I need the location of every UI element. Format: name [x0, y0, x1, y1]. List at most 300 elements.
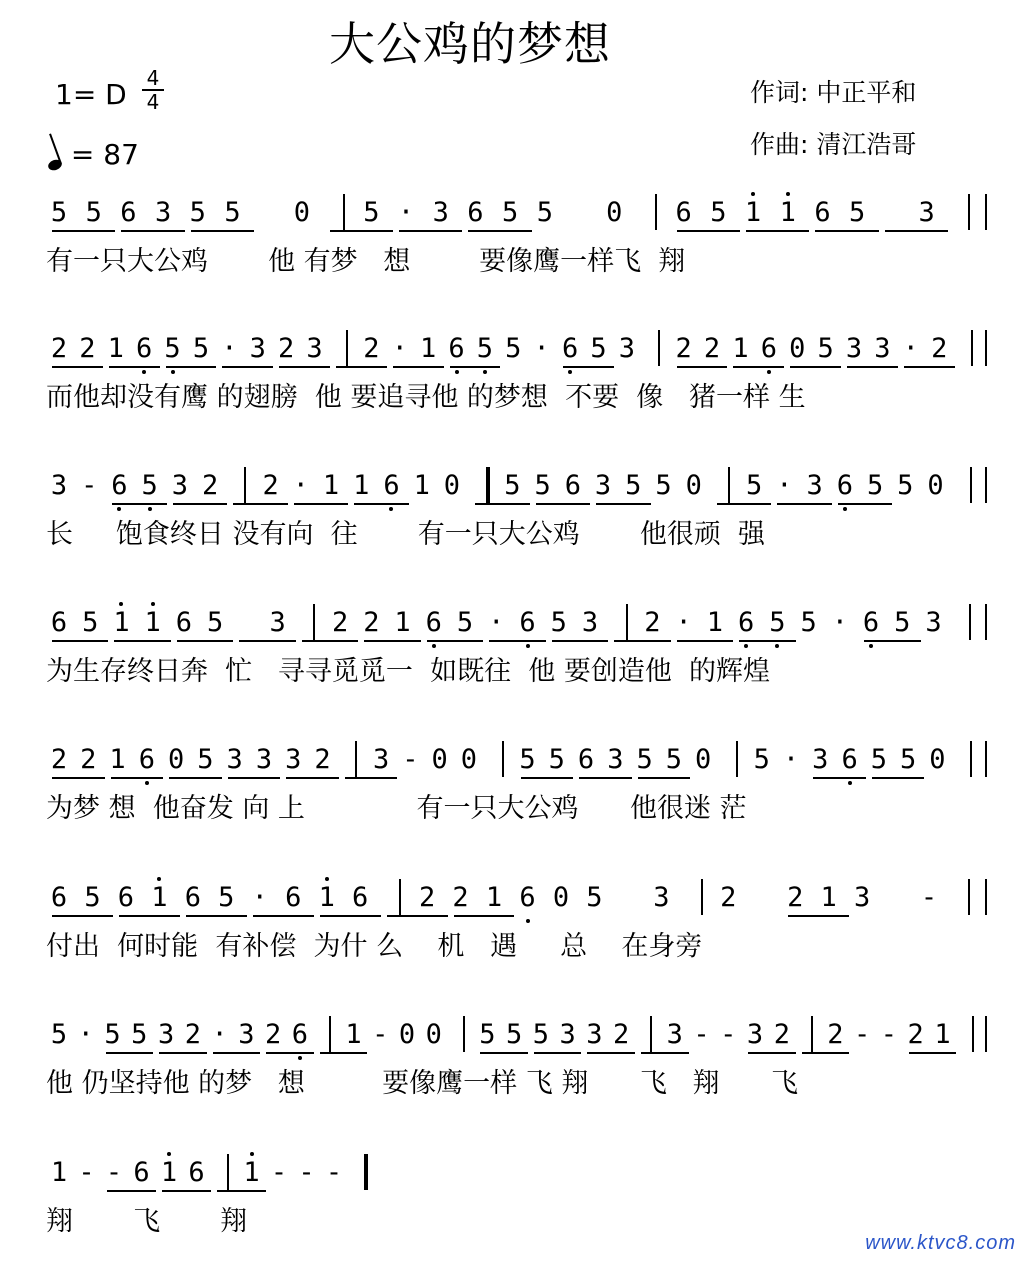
lyric-line: 为梦 想 他奋发 向 上 有一只大公鸡 他很迷 茫	[46, 793, 747, 824]
note: 5	[85, 197, 102, 228]
beam-underline	[563, 366, 614, 368]
note: 2	[201, 470, 219, 501]
note: 1	[50, 1157, 68, 1188]
note: 1	[732, 333, 749, 364]
upper-octave-dot	[119, 602, 123, 606]
beam-underline	[427, 640, 483, 642]
note: 2	[907, 1019, 924, 1050]
beam-underline	[790, 366, 841, 368]
augmentation-dot: ·	[397, 197, 415, 228]
note: 1	[706, 607, 724, 638]
note: 3	[306, 333, 323, 364]
lower-octave-dot	[171, 370, 175, 374]
beam-underline	[885, 230, 948, 232]
barline	[736, 741, 738, 777]
beam-underline	[279, 366, 330, 368]
note-dash: -	[325, 1157, 343, 1188]
score-system-2	[0, 326, 1024, 456]
system-end-barline	[985, 194, 987, 230]
beam-underline	[596, 503, 650, 505]
beam-underline	[233, 503, 287, 505]
key-signature: 1= D	[55, 78, 127, 111]
beam-underline	[159, 1052, 207, 1054]
barline	[728, 467, 730, 503]
note: 5	[479, 1019, 496, 1050]
beam-underline	[641, 1052, 689, 1054]
beam-underline	[450, 366, 501, 368]
note: 0	[425, 1019, 442, 1050]
note: 6	[120, 197, 137, 228]
note: 5	[586, 882, 603, 913]
beam-underline	[239, 640, 295, 642]
barline	[399, 879, 401, 915]
lyric-line: 有一只大公鸡 他 有梦 想 要像鹰一样飞 翔	[46, 246, 686, 277]
note: 2	[675, 333, 692, 364]
note: 2	[363, 607, 380, 638]
note: 3	[249, 333, 266, 364]
beam-underline	[336, 366, 387, 368]
beam-underline	[52, 366, 103, 368]
note: 5	[50, 1019, 68, 1050]
note: 0	[443, 470, 461, 501]
upper-octave-dot	[167, 1152, 171, 1156]
beam-underline	[162, 1190, 211, 1192]
beam-underline	[521, 777, 574, 779]
augmentation-dot: ·	[675, 607, 692, 638]
beam-underline	[777, 503, 831, 505]
note: 2	[720, 882, 737, 913]
beam-underline	[489, 640, 545, 642]
beam-underline	[222, 366, 273, 368]
note: 2	[613, 1019, 630, 1050]
note: 6	[841, 744, 858, 775]
note: 5	[849, 197, 866, 228]
note: 1	[160, 1157, 178, 1188]
note: 6	[737, 607, 755, 638]
beam-underline	[52, 915, 113, 917]
beam-underline	[106, 1052, 154, 1054]
note: 1	[413, 470, 430, 501]
note-dash: -	[81, 470, 98, 501]
note: 0	[293, 197, 311, 228]
barline	[227, 1154, 229, 1190]
note: 6	[836, 470, 853, 501]
note: 5	[894, 607, 911, 638]
beam-underline	[177, 640, 233, 642]
note: 1	[318, 882, 335, 913]
augmentation-dot: ·	[902, 333, 919, 364]
lower-octave-dot	[142, 370, 146, 374]
note-dash: -	[854, 1019, 871, 1050]
score-system-8	[0, 1150, 1024, 1280]
note: 3	[255, 744, 273, 775]
lower-octave-dot	[483, 370, 487, 374]
composer-credit: 作曲: 清江浩哥	[750, 130, 917, 159]
barline	[658, 330, 660, 366]
note: 2	[80, 744, 97, 775]
note: 3	[594, 470, 612, 501]
note: 1	[485, 882, 503, 913]
note: 3	[746, 1019, 764, 1050]
note: 0	[695, 744, 712, 775]
lower-octave-dot	[148, 507, 152, 511]
note: 2	[79, 333, 96, 364]
note: 3	[845, 333, 863, 364]
upper-octave-dot	[250, 1152, 254, 1156]
note: 5	[665, 744, 683, 775]
note: 6	[138, 744, 155, 775]
lower-octave-dot	[455, 370, 459, 374]
lower-octave-dot	[117, 507, 121, 511]
note: 5	[870, 744, 887, 775]
augmentation-dot: ·	[77, 1019, 94, 1050]
note: 5	[897, 470, 914, 501]
beam-underline	[677, 230, 740, 232]
note: 6	[760, 333, 777, 364]
beam-underline	[677, 366, 728, 368]
note: 6	[291, 1019, 309, 1050]
beam-underline	[717, 503, 771, 505]
note: 6	[50, 607, 68, 638]
beam-underline	[121, 230, 184, 232]
note: 0	[398, 1019, 416, 1050]
note-dash: -	[880, 1019, 898, 1050]
note: 3	[812, 744, 829, 775]
beam-underline	[345, 777, 398, 779]
augmentation-dot: ·	[211, 1019, 228, 1050]
lyric-line: 翔 飞 翔	[46, 1206, 248, 1237]
note: 6	[675, 197, 692, 228]
note: 6	[50, 882, 68, 913]
barline	[355, 741, 357, 777]
note: 2	[703, 333, 721, 364]
system-end-barline	[985, 330, 987, 366]
note: 5	[710, 197, 727, 228]
beam-underline	[111, 777, 164, 779]
note: 5	[550, 607, 567, 638]
note: 5	[104, 1019, 121, 1050]
note: 6	[175, 607, 193, 638]
note: 5	[900, 744, 917, 775]
beam-underline	[228, 777, 281, 779]
upper-octave-dot	[157, 877, 161, 881]
beam-underline	[52, 640, 108, 642]
score-system-1	[0, 190, 1024, 320]
note: 5	[197, 744, 214, 775]
lyric-line: 他 仍坚持他 的梦 想 要像鹰一样 飞 翔 飞 翔 飞	[46, 1068, 799, 1099]
note: 3	[854, 882, 871, 913]
barline	[971, 330, 973, 366]
note: 1	[322, 470, 340, 501]
note-dash: -	[720, 1019, 737, 1050]
system-end-barline	[985, 879, 987, 915]
beam-underline	[52, 230, 115, 232]
note: 1	[820, 882, 837, 913]
note: 3	[372, 744, 390, 775]
beam-underline	[387, 915, 448, 917]
beam-underline	[587, 1052, 635, 1054]
note: 0	[167, 744, 185, 775]
augmentation-dot: ·	[292, 470, 309, 501]
note: 3	[918, 197, 935, 228]
note: 5	[164, 333, 181, 364]
note: 3	[586, 1019, 603, 1050]
note: 5	[625, 470, 642, 501]
note: 5	[505, 1019, 523, 1050]
note: 2	[363, 333, 380, 364]
note: 3	[806, 470, 823, 501]
beam-underline	[677, 640, 733, 642]
repeat-barline	[364, 1154, 368, 1190]
barline	[811, 1016, 813, 1052]
note: 5	[519, 744, 536, 775]
barline	[313, 604, 315, 640]
beam-underline	[52, 777, 105, 779]
time-signature-bottom: 4	[146, 90, 160, 114]
augmentation-dot: ·	[391, 333, 408, 364]
note: 2	[314, 744, 331, 775]
note: 3	[154, 197, 172, 228]
augmentation-dot: ·	[251, 882, 268, 913]
note: 5	[636, 744, 653, 775]
note: 6	[561, 333, 579, 364]
lower-octave-dot	[526, 919, 530, 923]
beam-underline	[614, 640, 670, 642]
note: 5	[84, 882, 101, 913]
beam-underline	[475, 503, 529, 505]
note: 6	[814, 197, 831, 228]
beam-underline	[468, 230, 531, 232]
beam-underline	[112, 503, 166, 505]
beam-underline	[536, 503, 590, 505]
note: 1	[934, 1019, 951, 1050]
quarter-note-icon	[47, 158, 64, 172]
song-title: 大公鸡的梦想	[329, 17, 611, 71]
score-system-4	[0, 600, 1024, 730]
note: 5	[456, 607, 474, 638]
note: 5	[800, 607, 817, 638]
system-end-barline	[985, 604, 987, 640]
lower-octave-dot	[568, 370, 572, 374]
note: 5	[189, 197, 206, 228]
lyric-line: 而他却没有鹰 的翅膀 他 要追寻他 的梦想 不要 像 猪一样 生	[46, 382, 806, 413]
note: 5	[769, 607, 786, 638]
lower-octave-dot	[848, 781, 852, 785]
note: 6	[285, 882, 302, 913]
note: 3	[157, 1019, 175, 1050]
score-system-5	[0, 737, 1024, 867]
beam-underline	[109, 366, 160, 368]
barline	[968, 879, 970, 915]
note: 5	[505, 333, 522, 364]
note: 2	[50, 744, 68, 775]
note: 2	[265, 1019, 282, 1050]
lower-octave-dot	[145, 781, 149, 785]
note-dash: -	[78, 1157, 95, 1188]
beam-underline	[813, 777, 866, 779]
beam-underline	[733, 366, 784, 368]
barline	[970, 467, 972, 503]
note-dash: -	[693, 1019, 710, 1050]
lower-octave-dot	[775, 644, 779, 648]
note: 3	[581, 607, 599, 638]
beam-underline	[166, 366, 217, 368]
note: 6	[448, 333, 465, 364]
note: 3	[618, 333, 635, 364]
note: 5	[532, 1019, 549, 1050]
beam-underline	[480, 1052, 528, 1054]
note: 6	[383, 470, 400, 501]
beam-underline	[788, 915, 849, 917]
lower-octave-dot	[298, 1056, 302, 1060]
beam-underline	[114, 640, 170, 642]
beam-underline	[864, 640, 920, 642]
note: 2	[331, 607, 349, 638]
repeat-barline	[486, 467, 490, 503]
augmentation-dot: ·	[221, 333, 238, 364]
beam-underline	[294, 503, 348, 505]
barline	[970, 741, 972, 777]
beam-underline	[107, 1190, 156, 1192]
beam-underline	[286, 777, 339, 779]
note: 6	[564, 470, 581, 501]
note: 2	[787, 882, 804, 913]
beam-underline	[186, 915, 247, 917]
beam-underline	[454, 915, 515, 917]
note: 0	[431, 744, 448, 775]
barline	[463, 1016, 465, 1052]
note: 2	[644, 607, 661, 638]
barline	[701, 879, 703, 915]
note: 5	[534, 470, 551, 501]
note: 5	[82, 607, 99, 638]
note: 2	[184, 1019, 201, 1050]
beam-underline	[213, 1052, 261, 1054]
note: 1	[419, 333, 437, 364]
note: 0	[789, 333, 806, 364]
note: 1	[345, 1019, 362, 1050]
barline	[329, 1016, 331, 1052]
augmentation-dot: ·	[488, 607, 505, 638]
note: 1	[107, 333, 124, 364]
barline	[655, 194, 657, 230]
beam-underline	[217, 1190, 266, 1192]
system-end-barline	[985, 741, 987, 777]
augmentation-dot: ·	[782, 744, 800, 775]
note: 5	[141, 470, 158, 501]
score-system-3	[0, 463, 1024, 593]
note: 2	[452, 882, 469, 913]
beam-underline	[872, 777, 925, 779]
beam-underline	[534, 1052, 582, 1054]
note: 6	[862, 607, 880, 638]
note: 0	[460, 744, 478, 775]
lower-octave-dot	[526, 644, 530, 648]
tempo-marking	[48, 135, 139, 175]
note: 6	[577, 744, 595, 775]
note: 5	[502, 197, 519, 228]
beam-underline	[119, 915, 180, 917]
note: 2	[278, 333, 295, 364]
note: 3	[925, 607, 942, 638]
note: 3	[607, 744, 624, 775]
beam-underline	[354, 503, 408, 505]
note: 5	[536, 197, 553, 228]
lower-octave-dot	[432, 644, 436, 648]
note: 0	[685, 470, 702, 501]
note: 6	[425, 607, 442, 638]
note: 1	[144, 607, 161, 638]
note: 3	[269, 607, 286, 638]
note: 5	[224, 197, 241, 228]
note: 5	[363, 197, 380, 228]
note-dash: -	[105, 1157, 123, 1188]
score-system-7	[0, 1012, 1024, 1142]
note: 5	[207, 607, 224, 638]
beam-underline	[802, 1052, 850, 1054]
beam-underline	[579, 777, 632, 779]
barline	[972, 1016, 974, 1052]
note: 6	[352, 882, 369, 913]
beam-underline	[815, 230, 878, 232]
site-watermark: www.ktvc8.com	[865, 1232, 1016, 1254]
upper-octave-dot	[151, 602, 155, 606]
note: 0	[929, 744, 946, 775]
beam-underline	[320, 915, 381, 917]
note: 1	[744, 197, 762, 228]
beam-underline	[904, 366, 955, 368]
note: 1	[243, 1157, 260, 1188]
score-system-6	[0, 875, 1024, 1005]
note: 5	[50, 197, 68, 228]
barline	[346, 330, 348, 366]
note: 5	[504, 470, 521, 501]
lyric-line: 为生存终日奔 忙 寻寻觅觅一 如既往 他 要创造他 的辉煌	[46, 656, 770, 687]
note: 6	[133, 1157, 150, 1188]
note: 3	[50, 470, 68, 501]
note: 5	[476, 333, 494, 364]
note: 5	[746, 470, 763, 501]
time-signature	[142, 68, 164, 112]
beam-underline	[746, 230, 809, 232]
note: 1	[113, 607, 130, 638]
note: 2	[827, 1019, 844, 1050]
note-dash: -	[920, 882, 938, 913]
note: 3	[171, 470, 189, 501]
barline	[968, 194, 970, 230]
beam-underline	[748, 1052, 796, 1054]
beam-underline	[364, 640, 420, 642]
beam-underline	[909, 1052, 957, 1054]
note: 6	[117, 882, 135, 913]
lower-octave-dot	[389, 507, 393, 511]
note: 2	[418, 882, 436, 913]
beam-underline	[330, 230, 393, 232]
note-dash: -	[270, 1157, 288, 1188]
note: 5	[548, 744, 565, 775]
lyric-line: 付出 何时能 有补偿 为什 么 机 遇 总 在身旁	[46, 931, 703, 962]
lower-octave-dot	[869, 644, 873, 648]
upper-octave-dot	[751, 192, 755, 196]
note: 3	[432, 197, 449, 228]
upper-octave-dot	[786, 192, 790, 196]
note: 6	[136, 333, 153, 364]
barline	[343, 194, 345, 230]
augmentation-dot: ·	[831, 607, 848, 638]
note: 5	[655, 470, 672, 501]
note: 5	[131, 1019, 148, 1050]
note: 6	[519, 882, 536, 913]
